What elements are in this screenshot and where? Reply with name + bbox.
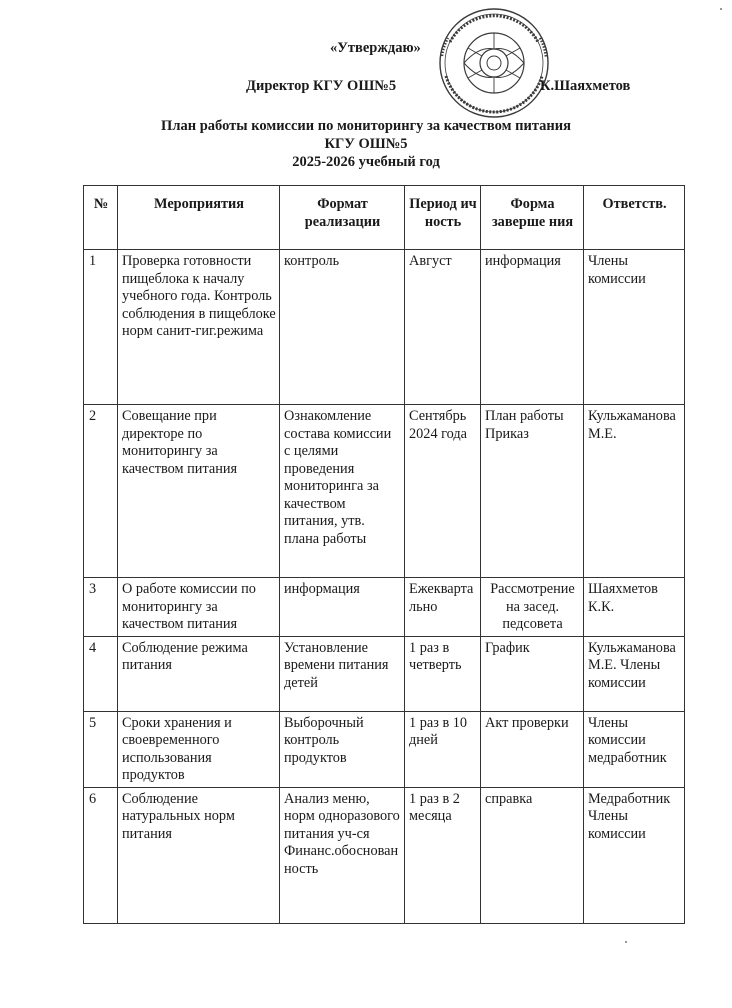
column-header: Мероприятия	[118, 186, 280, 250]
table-cell: Ознакомление состава комиссии с целями проведения мониторинга за качеством питания, утв. плана работы	[280, 405, 405, 578]
table-cell: План работы Приказ	[481, 405, 584, 578]
table-cell: 3	[84, 578, 118, 637]
plan-table	[83, 185, 685, 924]
column-header: Ответств.	[584, 186, 685, 250]
table-cell: График	[481, 636, 584, 711]
table-cell: Кульжаманова М.Е. Члены комиссии	[584, 636, 685, 711]
table-cell: Акт проверки	[481, 711, 584, 787]
column-header: №	[84, 186, 118, 250]
table-cell: 1 раз в 2 месяца	[405, 787, 481, 923]
table-cell: Анализ меню, норм одноразового питания уч-ся Финанс.обоснованность	[280, 787, 405, 923]
table-cell: Кульжаманова М.Е.	[584, 405, 685, 578]
scan-speck	[625, 941, 627, 943]
table-row	[84, 405, 685, 578]
document-title: План работы комиссии по мониторингу за качеством питания	[161, 118, 571, 134]
table-cell: Установление времени питания детей	[280, 636, 405, 711]
table-row	[84, 711, 685, 787]
director-title: Директор КГУ ОШ№5	[246, 78, 397, 94]
table-cell: Август	[405, 250, 481, 405]
table-cell: Совещание при директоре по мониторингу за качеством питания	[118, 405, 280, 578]
table-row	[84, 578, 685, 637]
table-cell: 5	[84, 711, 118, 787]
table-cell: Медработник Члены комиссии	[584, 787, 685, 923]
column-header: Форма заверше ния	[481, 186, 584, 250]
table-row	[84, 787, 685, 923]
table-cell: справка	[481, 787, 584, 923]
table-cell: информация	[280, 578, 405, 637]
table-cell: 6	[84, 787, 118, 923]
approval-label: «Утверждаю»	[330, 40, 421, 56]
document-subtitle-year: 2025-2026 учебный год	[292, 154, 440, 170]
column-header: Формат реализации	[280, 186, 405, 250]
table-cell: 1 раз в 10 дней	[405, 711, 481, 787]
table-cell: Сентябрь 2024 года	[405, 405, 481, 578]
table-header-row	[84, 186, 685, 250]
table-cell: Рассмотрение на засед. педсовета	[481, 578, 584, 637]
table-cell: Соблюдение режима питания	[118, 636, 280, 711]
table-cell: Выборочный контроль продуктов	[280, 711, 405, 787]
column-header: Период ич ность	[405, 186, 481, 250]
table-cell: Члены комиссии медработник	[584, 711, 685, 787]
table-row	[84, 636, 685, 711]
table-cell: Соблюдение натуральных норм питания	[118, 787, 280, 923]
document-subtitle-school: КГУ ОШ№5	[324, 136, 408, 152]
table-cell: информация	[481, 250, 584, 405]
table-cell: 2	[84, 405, 118, 578]
table-cell: Проверка готовности пищеблока к началу учебного года. Контроль соблюдения в пищеблоке норм санит-гиг.режима	[118, 250, 280, 405]
table-row	[84, 250, 685, 405]
table-cell: Сроки хранения и своевременного использования продуктов	[118, 711, 280, 787]
table-cell: 1	[84, 250, 118, 405]
table-cell: О работе комиссии по мониторингу за качеством питания	[118, 578, 280, 637]
table-cell: контроль	[280, 250, 405, 405]
table-cell: Члены комиссии	[584, 250, 685, 405]
table-cell: 4	[84, 636, 118, 711]
table-cell: Ежеквартально	[405, 578, 481, 637]
table-cell: 1 раз в четверть	[405, 636, 481, 711]
official-seal-stamp	[424, 6, 564, 120]
scan-speck	[720, 8, 722, 10]
director-name: К.Шаяхметов	[540, 78, 631, 94]
table-cell: Шаяхметов К.К.	[584, 578, 685, 637]
